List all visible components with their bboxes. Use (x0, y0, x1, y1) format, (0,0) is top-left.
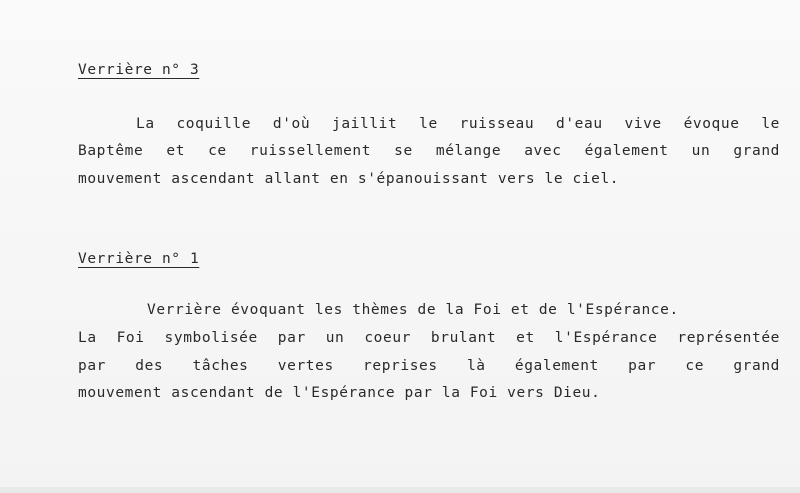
paragraph-line: mouvement ascendant allant en s'épanouissant vers le ciel. (78, 171, 620, 187)
section-heading-verriere-3: Verrière n° 3 (78, 62, 200, 78)
paragraph-line: La coquille d'où jaillit le ruisseau d'eau vive évoque le (136, 116, 780, 132)
paragraph-line: mouvement ascendant de l'Espérance par la Foi vers Dieu. (78, 385, 601, 401)
paragraph-line: Baptême et ce ruissellement se mélange avec également un grand (78, 143, 780, 159)
section-heading-verriere-1: Verrière n° 1 (78, 251, 200, 267)
paragraph-line: La Foi symbolisée par un coeur brulant et l'Espérance représentée (78, 330, 780, 346)
paragraph-line: Verrière évoquant les thèmes de la Foi et de l'Espérance. (147, 302, 679, 318)
paragraph-line: par des tâches vertes reprises là également par ce grand (78, 358, 780, 374)
